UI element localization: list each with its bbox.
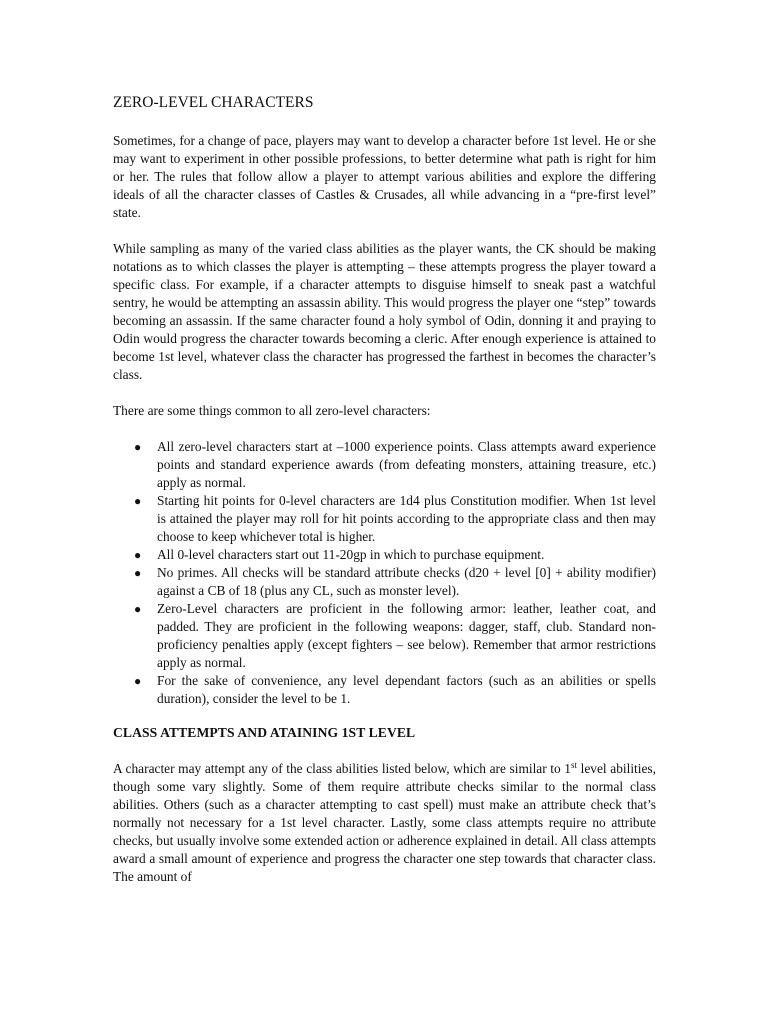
list-item [113, 438, 656, 492]
ordinal-superscript: st [571, 760, 578, 770]
final-paragraph-start: A character may attempt any of the class abilities listed below, which are similar to 1 [113, 761, 572, 776]
intro-paragraph-2: While sampling as many of the varied class abilities as the player wants, the CK should be making notations as to which classes the player is attempting – these attempts progress the player toward a specific class. For example, if a character attempts to disguise himself to sneak past a watchful sentry, he would be attempting an assassin ability. This would progress the player one “step” towards becoming an assassin. If the same character found a holy symbol of Odin, donning it and praying to Odin would progress the character towards becoming a cleric. After enough experience is attained to become 1st level, whatever class the character has progressed the farthest in becomes the character’s class. [113, 241, 656, 382]
list-item-text: For the sake of convenience, any level dependant factors (such as an abilities or spells duration), consider the level to be 1. [157, 673, 656, 706]
bullet-icon: ● [134, 566, 142, 580]
bullet-icon: ● [134, 548, 142, 562]
final-paragraph-rest: level abilities, though some vary slightly. Some of them require attribute checks similar to the normal class abilities. Others (such as a character attempting to cast spell) must make an attribute check that’s normally not necessary for a 1st level character. Lastly, some class attempts require no attribute checks, but usually involve some extended action or adherence explained in detail. All class attempts award a small amount of experience and progress the character one step towards that character class. The amount of [113, 761, 656, 884]
final-paragraph [113, 760, 656, 886]
common-rules-list [113, 438, 656, 708]
list-item-text: All 0-level characters start out 11-20gp in which to purchase equipment. [157, 547, 545, 562]
list-item-text: Zero-Level characters are proficient in the following armor: leather, leather coat, and padded. They are proficient in the following weapons: dagger, staff, club. Standard non-proficiency penalties apply (except fighters – see below). Remember that armor restrictions apply as normal. [157, 601, 656, 670]
bullet-icon: ● [134, 440, 142, 454]
section-heading: CLASS ATTEMPTS AND ATAINING 1ST LEVEL [113, 725, 416, 740]
list-item [113, 672, 656, 708]
intro-paragraph-3: There are some things common to all zero-level characters: [113, 403, 431, 418]
list-item-text: All zero-level characters start at –1000 experience points. Class attempts award experience points and standard experience awards (from defeating monsters, attaining treasure, etc.) apply as normal. [157, 439, 656, 490]
list-item [113, 564, 656, 600]
bullet-icon: ● [134, 494, 142, 508]
intro-paragraph-1: Sometimes, for a change of pace, players may want to develop a character before 1st level. He or she may want to experiment in other possible professions, to better determine what path is right for him or her. The rules that follow allow a player to attempt various abilities and explore the differing ideals of all the character classes of Castles & Crusades, all while advancing in a “pre-first level” state. [113, 133, 656, 220]
document-page [113, 93, 656, 904]
list-item [113, 600, 656, 672]
list-item [113, 492, 656, 546]
bullet-icon: ● [134, 602, 142, 616]
list-item-text: Starting hit points for 0-level characters are 1d4 plus Constitution modifier. When 1st level is attained the player may roll for hit points according to the appropriate class and then may choose to keep whichever total is higher. [157, 493, 656, 544]
document-title: ZERO-LEVEL CHARACTERS [113, 94, 314, 111]
list-item-text: No primes. All checks will be standard attribute checks (d20 + level [0] + ability modifier) against a CB of 18 (plus any CL, such as monster level). [157, 565, 656, 598]
bullet-icon: ● [134, 674, 142, 688]
list-item [113, 546, 656, 564]
